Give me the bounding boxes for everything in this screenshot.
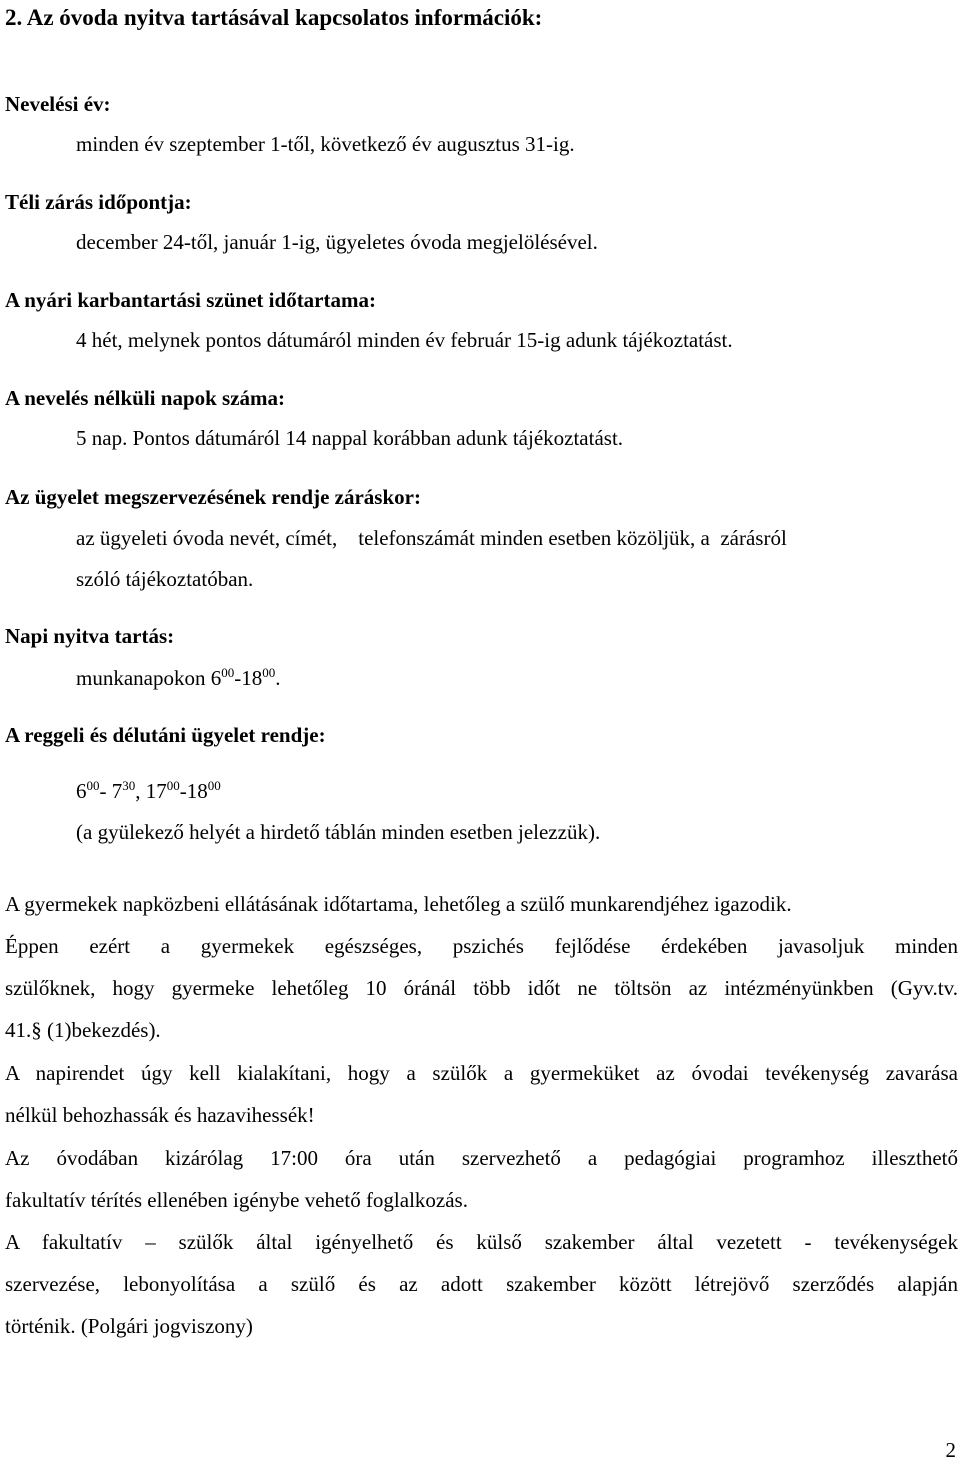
paragraph-line: A gyermekek napközbeni ellátásának időtartama, lehetőleg a szülő munkarendjéhez igazodik.: [5, 892, 792, 916]
duty-b-sup: 30: [122, 778, 136, 793]
duty-hours: [76, 778, 221, 803]
paragraph-line: A fakultatív – szülők által igényelhető és külső szakember által vezetett - tevékenységek: [5, 1230, 958, 1254]
page-number: 2: [945, 1438, 956, 1462]
section-value-ugyelet-zaraskor: az ügyeleti óvoda nevét, címét, telefonszámát minden esetben közöljük, a zárásról: [76, 526, 787, 550]
opening-hours-end: .: [275, 666, 281, 690]
section-label-reggeli-delutani-ugyelet: A reggeli és délutáni ügyelet rendje:: [5, 723, 326, 747]
section-label-ugyelet-zaraskor: Az ügyelet megszervezésének rendje záráskor:: [5, 485, 421, 509]
paragraph-line: Az óvodában kizárólag 17:00 óra után szervezhető a pedagógiai programhoz illeszthető: [5, 1146, 958, 1170]
section-label-teli-zaras: Téli zárás időpontja:: [5, 190, 192, 214]
paragraph-line: fakultatív térítés ellenében igénybe vehető foglalkozás.: [5, 1188, 468, 1212]
page-heading: 2. Az óvoda nyitva tartásával kapcsolatos információk:: [5, 5, 543, 30]
opening-hours-end-minutes: 00: [262, 665, 276, 680]
duty-a-sup: 00: [86, 778, 100, 793]
duty-note: (a gyülekező helyét a hirdető táblán minden esetben jelezzük).: [76, 820, 601, 844]
section-label-napi-nyitva-tartas: Napi nyitva tartás:: [5, 624, 175, 648]
paragraph-line: szülőknek, hogy gyermeke lehetőleg 10 óránál több időt ne töltsön az intézményünkben (Gyv.tv.: [5, 976, 958, 1000]
paragraph-line: A napirendet úgy kell kialakítani, hogy a szülők a gyermeküket az óvodai tevékenység zavarása: [5, 1061, 958, 1085]
paragraph-line: Éppen ezért a gyermekek egészséges, pszichés fejlődése érdekében javasoljuk minden: [5, 934, 958, 958]
section-value-neveles-nelkuli-napok: 5 nap. Pontos dátumáról 14 nappal korábban adunk tájékoztatást.: [76, 426, 624, 450]
opening-hours: [76, 665, 281, 690]
opening-hours-start-minutes: 00: [221, 665, 235, 680]
section-label-nevelesi-ev: Nevelési év:: [5, 92, 111, 116]
paragraph-line: történik. (Polgári jogviszony): [5, 1314, 253, 1338]
section-value-nevelesi-ev: minden év szeptember 1-től, következő év augusztus 31-ig.: [76, 132, 575, 156]
section-value-teli-zaras: december 24-től, január 1-ig, ügyeletes óvoda megjelölésével.: [76, 230, 598, 254]
paragraph-line: 41.§ (1)bekezdés).: [5, 1018, 161, 1042]
opening-hours-prefix: munkanapokon 6: [76, 666, 222, 690]
duty-c-sup: 00: [166, 778, 180, 793]
duty-a: 6: [76, 779, 87, 803]
opening-hours-mid: -18: [234, 666, 263, 690]
duty-d: -18: [179, 779, 208, 803]
duty-d-sup: 00: [207, 778, 221, 793]
paragraph-line: nélkül behozhassák és hazavihessék!: [5, 1103, 315, 1127]
duty-b: - 7: [99, 779, 123, 803]
section-value-ugyelet-zaraskor-cont: szóló tájékoztatóban.: [76, 567, 254, 591]
duty-c: , 17: [135, 779, 167, 803]
section-value-nyari-szunet: 4 hét, melynek pontos dátumáról minden év február 15-ig adunk tájékoztatást.: [76, 328, 733, 352]
section-label-neveles-nelkuli-napok: A nevelés nélküli napok száma:: [5, 386, 286, 410]
section-label-nyari-szunet: A nyári karbantartási szünet időtartama:: [5, 288, 376, 312]
paragraph-line: szervezése, lebonyolítása a szülő és az adott szakember között létrejövő szerződés alapján: [5, 1272, 958, 1296]
